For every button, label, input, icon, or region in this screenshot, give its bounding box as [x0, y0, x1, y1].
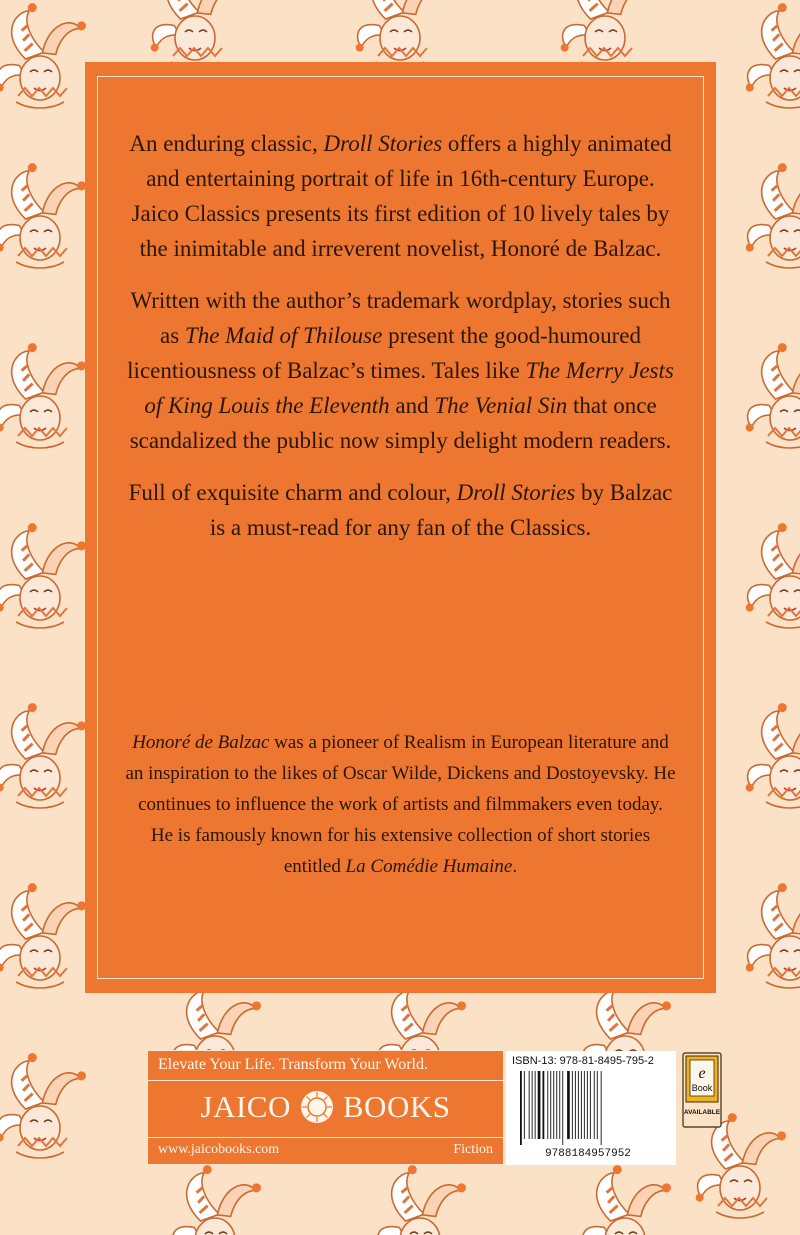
barcode-bar [572, 1071, 573, 1139]
barcode-bar [541, 1071, 542, 1139]
divider [148, 1137, 503, 1138]
barcode-bar [522, 1071, 523, 1145]
barcode-bar [578, 1071, 579, 1139]
barcode-bar [553, 1071, 554, 1139]
barcode-bar [598, 1071, 600, 1139]
barcode-bar [591, 1071, 593, 1139]
barcode-bar [579, 1071, 580, 1139]
barcode-bar [576, 1071, 577, 1139]
isbn-label: ISBN-13: 978-81-8495-795-2 [512, 1055, 654, 1067]
divider [148, 1080, 503, 1081]
publisher-logo [148, 1087, 503, 1127]
blurb-text: An enduring classic, [129, 131, 324, 156]
blurb-text: by Balzac is a must-read for any fan of the Classics. [209, 480, 673, 540]
publisher-name-right: BOOKS [342, 1089, 451, 1124]
barcode-bar [595, 1071, 596, 1139]
blurb-text: offers a highly animated and entertaining portrait of life in 16th-century Europe. Jaico Classics presents its first edition of 10 lively tales by the inimitable and irreverent novelist, Honoré de Balzac. [131, 131, 672, 261]
barcode-bar [550, 1071, 551, 1139]
barcode-bar [573, 1071, 574, 1139]
author-work-title: La Comédie Humaine [345, 856, 513, 877]
ebook-letter: e [698, 1065, 706, 1082]
author-bio-end: . [512, 856, 518, 877]
barcode-bar [581, 1071, 582, 1139]
barcode-bar [588, 1071, 589, 1139]
barcode-bar [594, 1071, 595, 1139]
barcode-bar [543, 1071, 545, 1139]
ebook-available-icon [682, 1052, 722, 1128]
barcode [516, 1071, 666, 1159]
barcode-bar [590, 1071, 591, 1139]
publisher-website: www.jaicobooks.com [158, 1142, 280, 1157]
barcode-bar [535, 1071, 536, 1139]
blurb-text: present the good-humoured licentiousness of Balzac’s times. Tales like [127, 323, 642, 383]
sun-emblem-icon [299, 1089, 335, 1125]
barcode-bar [530, 1071, 531, 1139]
barcode-bar [529, 1071, 530, 1139]
book-title: Droll Stories [323, 131, 443, 156]
barcode-bar [587, 1071, 588, 1139]
barcode-bar [582, 1071, 583, 1139]
isbn-barcode-box [506, 1051, 676, 1165]
barcode-bar [536, 1071, 537, 1139]
barcode-bar [561, 1071, 562, 1145]
barcode-bar [567, 1071, 570, 1139]
barcode-digits: 9788184957952 [545, 1148, 631, 1159]
publisher-bar [147, 1050, 504, 1165]
barcode-bar [532, 1071, 533, 1139]
barcode-bar [602, 1071, 603, 1145]
barcode-bar [552, 1071, 553, 1139]
author-bio-text: was a pioneer of Realism in European literature and an inspiration to the likes of Oscar Wilde, Dickens and Dostoyevsky. He continues to influence the work of artists and filmmakers even today. He is famously known for his extensive collection of short stories entitled [125, 732, 676, 877]
blurb-paragraph-1 [125, 126, 676, 266]
barcode-bar [547, 1071, 548, 1139]
barcode-bar [525, 1071, 528, 1139]
barcode-bar [545, 1071, 547, 1139]
barcode-bar [538, 1071, 541, 1139]
barcode-bar [601, 1071, 602, 1145]
description-panel [85, 62, 716, 993]
blurb-text: and [389, 393, 435, 418]
barcode-bar [562, 1071, 563, 1145]
story-title: The Merry Jests of King Louis the Eleventh [144, 358, 674, 418]
barcode-bar [533, 1071, 534, 1139]
genre-label: Fiction [453, 1142, 493, 1157]
barcode-bar [524, 1071, 525, 1139]
barcode-bar [558, 1071, 559, 1139]
barcode-bar [575, 1071, 576, 1139]
publisher-name-left: JAICO [200, 1089, 291, 1124]
blurb-paragraph-3 [125, 475, 676, 545]
author-bio-paragraph [125, 727, 676, 882]
barcode-bar [556, 1071, 557, 1139]
blurb-text: Written with the author’s trademark wordplay, stories such as [130, 288, 671, 348]
publisher-tagline: Elevate Your Life. Transform Your World. [158, 1056, 428, 1073]
blurb-text: that once scandalized the public now simply delight modern readers. [129, 393, 672, 453]
story-title: The Maid of Thilouse [184, 323, 383, 348]
barcode-bar [549, 1071, 550, 1139]
blurb-paragraph-2 [125, 283, 676, 458]
barcode-bar [564, 1071, 567, 1139]
barcode-bar [597, 1071, 598, 1139]
barcode-bar [555, 1071, 556, 1139]
blurb-text: Full of exquisite charm and colour, [128, 480, 457, 505]
barcode-bar [570, 1071, 571, 1139]
ebook-word: Book [691, 1083, 713, 1093]
book-title: Droll Stories [456, 480, 576, 505]
barcode-bar [520, 1071, 522, 1145]
barcode-bar [584, 1071, 585, 1139]
ebook-status: AVAILABLE [683, 1109, 721, 1116]
story-title: The Venial Sin [434, 393, 568, 418]
author-bio [125, 727, 676, 882]
author-name: Honoré de Balzac [132, 732, 270, 753]
barcode-bar [559, 1071, 560, 1139]
barcode-bar [585, 1071, 586, 1139]
book-blurb [125, 126, 676, 545]
